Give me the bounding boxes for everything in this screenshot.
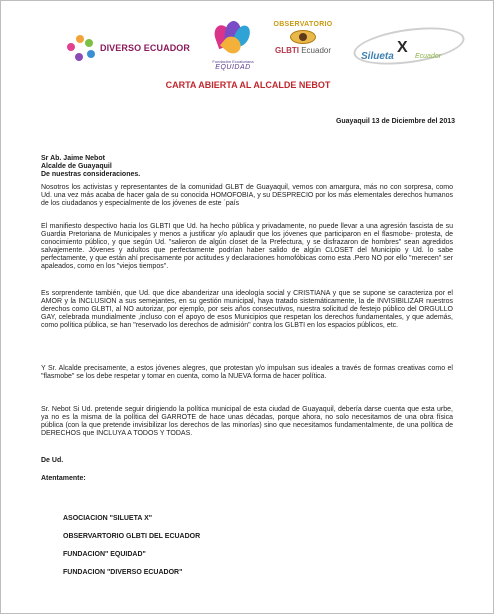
- silueta-tag: Ecuador: [415, 53, 442, 60]
- people-circle-icon: [65, 33, 96, 63]
- closing-line: De Ud.: [41, 457, 64, 464]
- signer-observatorio: OBSERVARTORIO GLBTI DEL ECUADOR: [63, 533, 201, 540]
- diverso-ecuador-name: DIVERSO ECUADOR: [99, 43, 190, 53]
- silueta-x-mark: X: [397, 39, 408, 56]
- addressee-block: [41, 155, 140, 179]
- paragraph-4: Y Sr. Alcalde precisamente, a estos jóvenes alegres, que protestan y/o impulsan sus ideales a través de formas creativas como el "flasmobe" se los debe respetar y tomar en cuenta, como la NUEVA forma de hacer política.: [41, 365, 453, 380]
- paragraph-5: Sr. Nebot Si Ud. pretende seguir dirigiendo la política municipal de esta ciudad de Guayaquil, debería darse cuenta que esta urbe, ya no es la misma de la política del GARROTE de hace unas décadas, porque ahora, no solo necesitamos de una obra física pública (con la que pretende invisibilizar los derechos de las minorías) sino que necesitamos fundamentalmente, de una política de DERECHOS que INCLUYA A TODOS Y TODAS.: [41, 406, 453, 437]
- letter-date: Guayaquil 13 de Diciembre del 2013: [335, 118, 455, 125]
- silueta-word: Silueta: [361, 51, 394, 62]
- salutation: De nuestras consideraciones.: [41, 171, 141, 178]
- ring-icon: [351, 21, 467, 70]
- paragraph-3: Es sorprendente también, que Ud. que dice abanderizar una ideología social y CRISTIANA y que se supone se caracteriza por el AMOR y la INCLUSION a sus semejantes, en su gestión municipal, haya tratado sistemáticamente, la de INVISIBILIZAR nuestros derechos como GLBTI, al NO autorizar, por ejemplo, por seis años consecutivos, nuestra solicitud de festejo público del ORGULLO GAY, celebrada mundialmente ,incluso con el apoyo de esos Municipios que respetan los derechos fundamentales, y que además, como política pública, se han "reservado los derechos de admisión" contra los GLBTI en los espacios públicos, etc.: [41, 290, 453, 329]
- letter-title: CARTA ABIERTA AL ALCALDE NEBOT: [165, 80, 331, 90]
- paragraph-2: El manifiesto despectivo hacia los GLBTI que Ud. ha hecho pública y privadamente, no puede llevar a una agresión fascista de su Guardia Pretoriana de Municipales y menos a justificar y/o aplaudir que los jóvenes que participaron en el flasmobe- protesta, de conocimiento público, y que según Ud. "salieron de algún closet de la Prefectura, y se disfrazaron de hombres" sean agredidos salvajemente. Jóvenes y adultos que perfectamente podrían haber salido de algún CLOSET del Municipio y Ud. lo sabe perfectamente, y que están ahí precisamente por actitudes y declaraciones homofóbicas como esta .Pero NO por ello "merecen" ser apaleados, como en los "viejos tiempos".: [41, 223, 453, 270]
- swirl-icon: [211, 19, 255, 59]
- observatorio-glbti-logo: [273, 21, 333, 75]
- signer-diverso-ecuador: FUNDACION "DIVERSO ECUADOR": [63, 569, 183, 576]
- signer-equidad: FUNDACION" EQUIDAD": [63, 551, 146, 558]
- observatorio-subtitle: GLBTI Ecuador: [274, 46, 332, 55]
- fundacion-equidad-logo: [205, 19, 261, 75]
- paragraph-1: Nosotros los activistas y representantes de la comunidad GLBT de Guayaquil, vemos con amargura, más no con sorpresa, como Ud. una vez más acaba de hacer gala de su conocida HOMOFOBIA, y su DESPRECIO por los más elementales derechos humanos de los ciudadanos y especialmente de los jóvenes de este ´país: [41, 184, 453, 207]
- addressee-name: Sr Ab. Jaime Nebot: [41, 155, 105, 162]
- eye-icon: [290, 30, 316, 44]
- silueta-x-logo: [345, 25, 473, 69]
- diverso-ecuador-logo: [65, 33, 190, 63]
- equidad-caption: EQUIDAD: [215, 64, 251, 71]
- signer-silueta-x: ASOCIACION "SILUETA X": [63, 515, 153, 522]
- sign-off: Atentamente:: [41, 475, 86, 482]
- equidad-caption-small: Fundación Ecuatoriana: [212, 59, 254, 64]
- signatories: [63, 515, 200, 587]
- addressee-title: Alcalde de Guayaquil: [41, 163, 112, 170]
- logo-row: [15, 15, 483, 77]
- observatorio-arc-text: OBSERVATORIO: [273, 21, 333, 28]
